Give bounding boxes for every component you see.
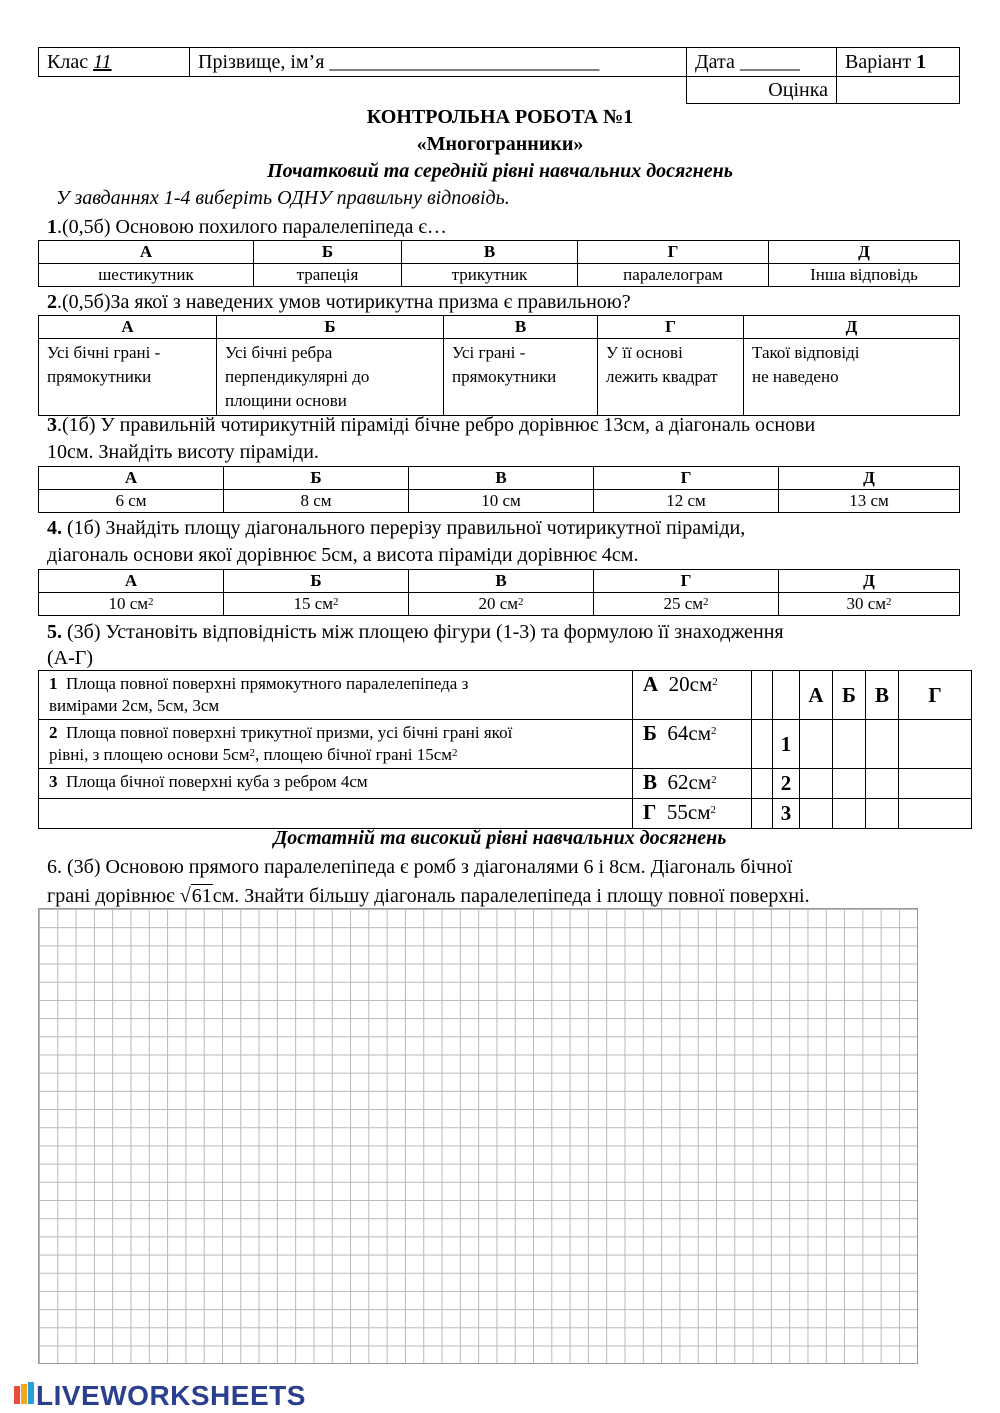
liveworksheets-logo <box>14 1380 306 1412</box>
q3-answer-a[interactable]: 6 см <box>39 490 224 513</box>
superscript: 2 <box>452 747 458 759</box>
q5-option-value: 62см <box>667 770 712 794</box>
level-heading-1: Початковий та середній рівні навчальних досягнень <box>267 160 733 182</box>
q5-item-text: Площа повної поверхні трикутної призми, усі бічні грані якої <box>66 723 513 742</box>
q2-answer-g[interactable] <box>598 339 744 416</box>
q4-options <box>38 569 960 616</box>
q2-letter-d[interactable]: Д <box>744 316 960 339</box>
q3-answer-g[interactable]: 12 см <box>594 490 779 513</box>
logo-text: LIVEWORKSHEETS <box>36 1380 306 1411</box>
test-title: КОНТРОЛЬНА РОБОТА №1 <box>366 106 634 128</box>
q5-option-v <box>633 769 752 799</box>
q1-answer-g[interactable]: паралелограм <box>578 264 769 287</box>
empty-cell <box>190 77 687 104</box>
q5-grid-row-2: 2 <box>773 769 800 799</box>
logo-icon <box>14 1382 34 1408</box>
superscript: 2 <box>518 596 524 608</box>
q2-letter-v[interactable]: В <box>444 316 598 339</box>
q5-item-text: рівні, з площею основи 5см <box>49 745 250 764</box>
variant-cell <box>837 48 960 77</box>
q5-option-a <box>633 671 752 720</box>
superscript: 2 <box>711 774 717 786</box>
q5-grid-row-3: 3 <box>773 799 800 829</box>
q4-answer-text: 15 см <box>293 594 334 613</box>
q5-option-letter: Г <box>643 800 657 824</box>
name-label: Прізвище, ім’я ___________________________ <box>198 50 600 73</box>
q2-answer-text: Усі бічні ребра <box>225 343 333 362</box>
q5-grid-cell[interactable] <box>899 769 972 799</box>
q5-grid-cell[interactable] <box>833 769 866 799</box>
header-table <box>38 47 960 104</box>
q5-option-letter: Б <box>643 721 657 745</box>
q5-option-b <box>633 720 752 769</box>
q5-grid-cell[interactable] <box>800 769 833 799</box>
q4-letter-v[interactable]: В <box>409 570 594 593</box>
q3-answer-b[interactable]: 8 см <box>224 490 409 513</box>
q5-grid-row-1: 1 <box>773 720 800 769</box>
q5-grid-cell[interactable] <box>866 720 899 769</box>
q1-options <box>38 240 960 287</box>
q4-text-1: (1б) Знайдіть площу діагонального перерізу правильної чотирикутної піраміди, <box>62 517 746 539</box>
question-2 <box>47 289 631 315</box>
superscript: 2 <box>710 804 716 816</box>
spacer-cell <box>39 799 633 829</box>
superscript: 2 <box>333 596 339 608</box>
q5-item-1 <box>39 671 633 720</box>
spacer-cell <box>773 671 800 720</box>
q5-item-3 <box>39 769 633 799</box>
q3-text-2: 10см. Знайдіть висоту піраміди. <box>47 441 319 463</box>
q2-letter-g[interactable]: Г <box>598 316 744 339</box>
q4-answer-text: 25 см <box>663 594 704 613</box>
q5-grid-cell[interactable] <box>833 720 866 769</box>
grade-value-cell[interactable] <box>837 77 960 104</box>
q4-letter-g[interactable]: Г <box>594 570 779 593</box>
q5-option-value: 55см <box>666 800 711 824</box>
q2-number: 2 <box>47 291 57 313</box>
q1-answer-d[interactable]: Інша відповідь <box>769 264 960 287</box>
superscript: 2 <box>249 747 255 759</box>
q5-option-value: 64см <box>667 721 712 745</box>
q2-answer-a[interactable] <box>39 339 217 416</box>
question-1 <box>47 214 447 240</box>
level-heading-2: Достатній та високий рівні навчальних досягнень <box>273 827 727 849</box>
q5-grid-col-a: А <box>800 671 833 720</box>
q2-answer-text: Такої відповіді <box>752 343 860 362</box>
q4-answer-v[interactable] <box>409 593 594 616</box>
q2-answer-text: перпендикулярні до <box>225 367 370 386</box>
q5-text-2: (А-Г) <box>47 647 93 669</box>
q1-answer-b[interactable]: трапеція <box>254 264 402 287</box>
q5-item-text: вимірами 2см, 5см, 3см <box>49 696 220 715</box>
instruction: У завданнях 1-4 виберіть ОДНУ правильну відповідь. <box>56 187 510 209</box>
q3-letter-b[interactable]: Б <box>224 467 409 490</box>
q5-item-number: 1 <box>49 674 58 693</box>
q5-item-text: Площа бічної поверхні куба з ребром 4см <box>66 772 368 791</box>
sqrt-radicand: 61 <box>191 885 212 907</box>
spacer-cell <box>752 720 773 769</box>
q2-answer-text: Усі грані - <box>452 343 526 362</box>
q4-answer-b[interactable] <box>224 593 409 616</box>
q2-answer-text: лежить квадрат <box>606 367 718 386</box>
q1-number: 1 <box>47 216 57 238</box>
q5-grid-cell[interactable] <box>833 799 866 829</box>
q2-letter-a[interactable]: А <box>39 316 217 339</box>
superscript: 2 <box>886 596 892 608</box>
q2-text: .(0,5б)За якої з наведених умов чотирикутна призма є правильною? <box>57 291 631 313</box>
q3-number: 3 <box>47 414 57 436</box>
q4-answer-text: 10 см <box>108 594 149 613</box>
q2-answer-text: прямокутники <box>47 367 152 386</box>
class-label: Клас <box>47 50 89 73</box>
q5-item-number: 2 <box>49 723 58 742</box>
grade-label: Оцінка <box>768 78 828 101</box>
superscript: 2 <box>148 596 154 608</box>
q4-answer-a[interactable] <box>39 593 224 616</box>
q3-answer-v[interactable]: 10 см <box>409 490 594 513</box>
q4-answer-text: 30 см <box>846 594 887 613</box>
date-label: Дата ______ <box>695 50 800 73</box>
superscript: 2 <box>712 676 718 688</box>
q2-options <box>38 315 960 416</box>
q5-option-g <box>633 799 752 829</box>
question-3 <box>47 412 815 438</box>
q5-grid-col-g: Г <box>899 671 972 720</box>
q5-item-text: Площа повної поверхні прямокутного паралелепіпеда з <box>66 674 469 693</box>
q3-answer-d[interactable]: 13 см <box>779 490 960 513</box>
q4-text-2: діагональ основи якої дорівнює 5см, а висота піраміди дорівнює 4см. <box>47 544 639 566</box>
q5-grid-cell[interactable] <box>899 720 972 769</box>
q4-answer-g[interactable] <box>594 593 779 616</box>
class-value: 11 <box>93 50 112 73</box>
q2-answer-text: не наведено <box>752 367 839 386</box>
q4-answer-text: 20 см <box>478 594 519 613</box>
spacer-cell <box>752 799 773 829</box>
q2-answer-d[interactable] <box>744 339 960 416</box>
empty-cell <box>39 77 190 104</box>
q1-letter-a[interactable]: А <box>39 241 254 264</box>
q1-answer-a[interactable]: шестикутник <box>39 264 254 287</box>
superscript: 2 <box>711 725 717 737</box>
q5-grid-cell[interactable] <box>899 799 972 829</box>
spacer-cell <box>752 671 773 720</box>
q5-item-number: 3 <box>49 772 58 791</box>
q5-grid-cell[interactable] <box>866 799 899 829</box>
q5-grid-col-b: Б <box>833 671 866 720</box>
q2-answer-text: У її основі <box>606 343 683 362</box>
q4-letter-d[interactable]: Д <box>779 570 960 593</box>
q1-letter-b[interactable]: Б <box>254 241 402 264</box>
test-subtitle: «Многогранники» <box>416 133 584 155</box>
q5-grid-cell[interactable] <box>800 799 833 829</box>
q2-answer-v[interactable] <box>444 339 598 416</box>
q3-text-1: .(1б) У правильній чотирикутній піраміді бічне ребро дорівнює 13см, а діагональ основи <box>57 414 816 436</box>
q3-letter-v[interactable]: В <box>409 467 594 490</box>
class-cell <box>39 48 190 77</box>
question-6: 6. (3б) Основою прямого паралелепіпеда є ромб з діагоналями 6 і 8см. Діагональ бічної <box>47 856 793 878</box>
q5-item-2 <box>39 720 633 769</box>
q3-letter-d[interactable]: Д <box>779 467 960 490</box>
superscript: 2 <box>703 596 709 608</box>
q6-text: см. Знайти більшу діагональ паралелепіпеда і площу повної поверхні. <box>212 885 810 907</box>
q5-text-1: (3б) Установіть відповідність між площею фігури (1-3) та формулою її знаходження <box>62 621 784 643</box>
q4-number: 4. <box>47 517 62 539</box>
q4-letter-b[interactable]: Б <box>224 570 409 593</box>
q3-letter-g[interactable]: Г <box>594 467 779 490</box>
q2-answer-text: площини основи <box>225 391 347 410</box>
q4-answer-d[interactable] <box>779 593 960 616</box>
q6-text-2 <box>47 883 810 909</box>
variant-value: 1 <box>916 50 927 73</box>
sqrt-sign: √ <box>179 885 191 907</box>
q5-option-letter: В <box>643 770 658 794</box>
spacer-cell <box>752 769 773 799</box>
q1-letter-d[interactable]: Д <box>769 241 960 264</box>
grade-label-cell <box>687 77 837 104</box>
q5-item-text: , площею бічної грані 15см <box>254 745 453 764</box>
q1-letter-g[interactable]: Г <box>578 241 769 264</box>
q5-grid-col-v: В <box>866 671 899 720</box>
q5-matching-table <box>38 670 972 829</box>
q5-grid-cell[interactable] <box>800 720 833 769</box>
q2-answer-text: прямокутники <box>452 367 557 386</box>
q6-text: грані дорівнює <box>47 885 180 907</box>
q3-options <box>38 466 960 513</box>
q2-answer-text: Усі бічні грані - <box>47 343 161 362</box>
q5-number: 5. <box>47 621 62 643</box>
q2-answer-b[interactable] <box>217 339 444 416</box>
q4-letter-a[interactable]: А <box>39 570 224 593</box>
q1-letter-v[interactable]: В <box>402 241 578 264</box>
variant-label: Варіант <box>845 50 912 73</box>
q1-text: .(0,5б) Основою похилого паралелепіпеда є… <box>57 216 447 238</box>
date-cell[interactable] <box>687 48 837 77</box>
answer-grid[interactable] <box>38 908 918 1364</box>
q2-letter-b[interactable]: Б <box>217 316 444 339</box>
q1-answer-v[interactable]: трикутник <box>402 264 578 287</box>
q3-letter-a[interactable]: А <box>39 467 224 490</box>
q5-grid-cell[interactable] <box>866 769 899 799</box>
question-5 <box>47 619 784 645</box>
question-4 <box>47 515 745 541</box>
q5-option-letter: А <box>643 672 659 696</box>
name-cell[interactable] <box>190 48 687 77</box>
q5-option-value: 20см <box>668 672 713 696</box>
